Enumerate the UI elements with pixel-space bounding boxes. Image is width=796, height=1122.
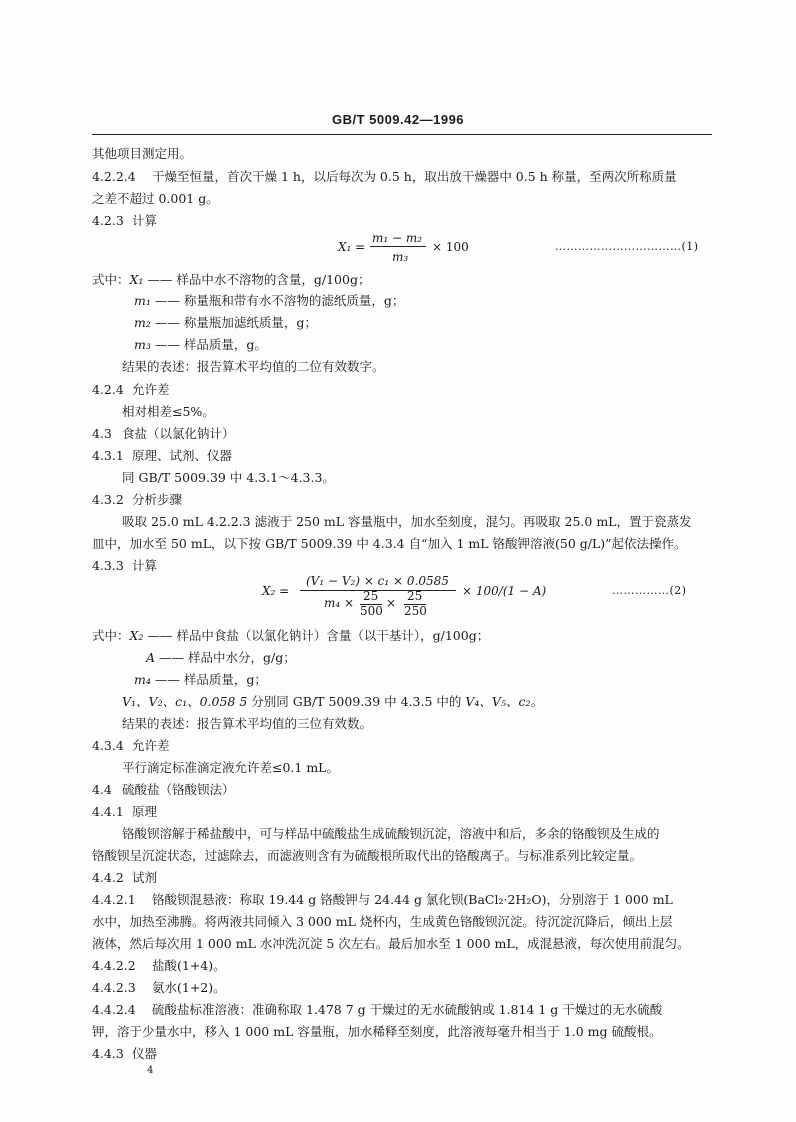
page-number: 4 xyxy=(147,1065,154,1076)
section-4-3-2 xyxy=(92,491,182,509)
section-number: 4.3.3 xyxy=(92,558,124,573)
section-title: 食盐（以氯化钠计） xyxy=(122,426,235,441)
section-number: 4.3.4 xyxy=(92,738,124,753)
text-line: 铬酸钡溶解于稀盐酸中，可与样品中硫酸盐生成硫酸钡沉淀，溶液中和后，多余的铬酸钡及生成的 xyxy=(122,826,660,841)
where-line xyxy=(134,314,317,332)
text-line: 铬酸钡混悬液：称取 19.44 g 铬酸钾与 24.44 g 氯化钡(BaCl₂·2H₂O)，分别溶于 1 000 mL xyxy=(152,892,673,907)
section-4-4-1 xyxy=(92,803,157,821)
header-rule xyxy=(92,134,712,135)
definition: —— 样品中食盐（以氯化钠计）含量（以干基计），g/100g； xyxy=(147,628,490,643)
section-4-4-2 xyxy=(92,869,157,887)
where-line xyxy=(92,271,370,289)
text-line: 盐酸(1+4)。 xyxy=(152,958,226,973)
text-line: 皿中，加水至 50 mL，以下按 GB/T 5009.39 中 4.3.4 自“加入 1 mL 铬酸钾溶液(50 g/L)”起依法操作。 xyxy=(92,536,687,551)
section-4-4-2-4 xyxy=(92,1001,662,1019)
text-line: 液体，然后每次用 1 000 mL 水冲洗沉淀 5 次左右。最后加水至 1 000 mL，成混悬液，每次使用前混匀。 xyxy=(92,936,690,951)
section-title: 原理、试剂、仪器 xyxy=(132,448,233,463)
result-statement: 结果的表述：报告算术平均值的三位有效数。 xyxy=(122,716,373,731)
section-number: 4.4.2 xyxy=(92,870,124,885)
section-title: 计算 xyxy=(132,558,158,573)
section-number: 4.4.2.3 xyxy=(92,980,136,995)
text-line: 铬酸钡呈沉淀状态，过滤除去，而滤液则含有为硫酸根所取代出的铬酸离子。与标准系列比较定量。 xyxy=(92,848,643,863)
section-number: 4.4.2.1 xyxy=(92,892,136,907)
equation-number: ……………(2) xyxy=(612,584,687,597)
section-number: 4.4.2.2 xyxy=(92,958,136,973)
section-4-4-2-3 xyxy=(92,979,226,997)
text-line: 干燥至恒量，首次干燥 1 h，以后每次为 0.5 h，取出放干燥器中 0.5 h 称量，至两次所称质量 xyxy=(152,169,677,184)
section-number: 4.2.2.4 xyxy=(92,169,136,184)
text-line: 硫酸盐标准溶液：准确称取 1.478 7 g 干燥过的无水硫酸钠或 1.814 1 g 干燥过的无水硫酸 xyxy=(152,1002,663,1017)
section-4-2-3 xyxy=(92,212,157,230)
text-line: 其他项目测定用。 xyxy=(92,146,193,161)
variable: m₄ xyxy=(134,672,151,687)
where-label: 式中： xyxy=(92,272,130,287)
definition: —— 样品中水分，g/g； xyxy=(159,650,296,665)
text-line: 平行滴定标准滴定液允许差≤0.1 mL。 xyxy=(122,760,339,775)
definition: —— 样品质量，g； xyxy=(154,672,267,687)
variable: X₂ xyxy=(129,628,144,643)
equation-number: ……………………………(1) xyxy=(555,240,699,253)
section-number: 4.4.3 xyxy=(92,1046,124,1061)
definition: —— 样品质量，g。 xyxy=(154,337,267,352)
section-4-4-3 xyxy=(92,1045,157,1063)
section-number: 4.2.4 xyxy=(92,382,124,397)
formula-numerator: m₁ − m₂ xyxy=(372,231,423,245)
section-4-3-3 xyxy=(92,557,157,575)
where-line xyxy=(134,292,404,310)
where-line xyxy=(122,693,543,711)
section-number: 4.4.2.4 xyxy=(92,1002,136,1017)
formula-lhs: X₂ = xyxy=(262,584,290,598)
section-title: 允许差 xyxy=(132,382,170,397)
text-line: 同 GB/T 5009.39 中 4.3.1～4.3.3。 xyxy=(122,470,335,485)
variable-list: V₄、V₅、c₂。 xyxy=(465,694,543,709)
where-line xyxy=(92,627,489,645)
section-4-3 xyxy=(92,425,235,443)
formula-denominator: m₃ xyxy=(392,250,409,264)
variable: m₂ xyxy=(134,315,151,330)
formula-lhs: X₁ = xyxy=(338,240,366,254)
section-number: 4.4 xyxy=(92,782,112,797)
formula-rhs: × 100/(1 − A) xyxy=(462,584,547,598)
section-number: 4.2.3 xyxy=(92,213,124,228)
text-line: 之差不超过 0.001 g。 xyxy=(92,191,219,206)
result-statement: 结果的表述：报告算术平均值的二位有效数字。 xyxy=(122,359,385,374)
section-title: 试剂 xyxy=(132,870,158,885)
section-4-4-2-2 xyxy=(92,957,226,975)
variable: A xyxy=(146,650,156,665)
where-line xyxy=(134,671,267,689)
variable-list: V₁、V₂、c₁、0.058 5 xyxy=(122,694,248,709)
text-line: 相对相差≤5%。 xyxy=(122,404,215,419)
definition: —— 样品中水不溶物的含量，g/100g； xyxy=(147,272,371,287)
formula-numerator: (V₁ − V₂) × c₁ × 0.0585 xyxy=(306,574,449,588)
text-line: 水中，加热至沸腾。将两液共同倾入 3 000 mL 烧杯内，生成黄色铬酸钡沉淀。待沉淀沉降后，倾出上层 xyxy=(92,914,673,929)
section-title: 计算 xyxy=(132,213,158,228)
fraction-numerator: 25 xyxy=(363,589,379,603)
definition: —— 称量瓶加滤纸质量，g； xyxy=(154,315,317,330)
section-title: 硫酸盐（铬酸钡法） xyxy=(122,782,235,797)
section-4-3-4 xyxy=(92,737,170,755)
section-title: 分析步骤 xyxy=(132,492,183,507)
section-4-2-2-4 xyxy=(92,168,677,186)
times-sign: × xyxy=(386,596,397,610)
where-label: 式中： xyxy=(92,628,130,643)
where-line xyxy=(146,649,296,667)
fraction-denominator: 250 xyxy=(404,604,427,618)
section-title: 允许差 xyxy=(132,738,170,753)
variable: m₁ xyxy=(134,293,151,308)
definition: —— 称量瓶和带有水不溶物的滤纸质量，g； xyxy=(154,293,405,308)
text-line: 钾，溶于少量水中，移入 1 000 mL 容量瓶，加水稀释至刻度，此溶液每毫升相当于 1.0 mg 硫酸根。 xyxy=(92,1024,662,1039)
fraction-bar xyxy=(370,246,426,247)
formula-denominator: m₄ × xyxy=(324,596,355,610)
section-number: 4.3 xyxy=(92,426,112,441)
section-4-2-4 xyxy=(92,381,170,399)
section-number: 4.4.1 xyxy=(92,804,124,819)
section-4-3-1 xyxy=(92,447,232,465)
section-title: 原理 xyxy=(132,804,158,819)
section-4-4 xyxy=(92,781,235,799)
where-line xyxy=(134,336,267,354)
section-4-4-2-1 xyxy=(92,891,673,909)
section-number: 4.3.2 xyxy=(92,492,124,507)
fraction-numerator: 25 xyxy=(407,589,423,603)
section-title: 仪器 xyxy=(132,1046,158,1061)
fraction-denominator: 500 xyxy=(360,604,383,618)
variable: X₁ xyxy=(129,272,144,287)
variable: m₃ xyxy=(134,337,151,352)
definition: 分别同 GB/T 5009.39 中 4.3.5 中的 xyxy=(251,694,462,709)
text-line: 氨水(1+2)。 xyxy=(152,980,226,995)
section-number: 4.3.1 xyxy=(92,448,124,463)
text-line: 吸取 25.0 mL 4.2.2.3 滤液于 250 mL 容量瓶中，加水至刻度，混匀。再吸取 25.0 mL，置于瓷蒸发 xyxy=(122,514,692,529)
standard-number-header: GB/T 5009.42—1996 xyxy=(331,112,465,127)
formula-rhs: × 100 xyxy=(432,240,469,254)
